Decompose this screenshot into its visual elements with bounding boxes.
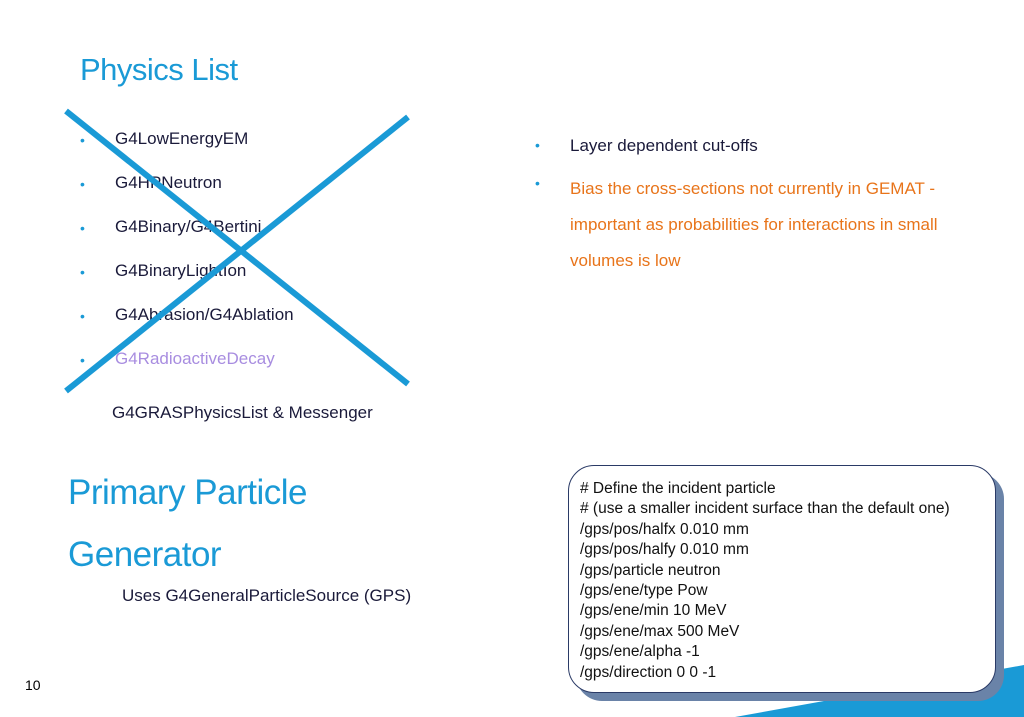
bullet-icon: • (80, 308, 85, 324)
bullet-icon: • (80, 176, 85, 192)
list-item-label: G4Abrasion/G4Ablation (115, 305, 294, 324)
list-item-label: Layer dependent cut-offs (570, 136, 758, 155)
physics-list-title: Physics List (80, 52, 238, 87)
code-line: /gps/pos/halfx 0.010 mm (580, 520, 749, 538)
list-item-label: Bias the cross-sections not currently in GEMAT - important as probabilities for interactions in small volumes is low (570, 179, 938, 270)
code-line: /gps/pos/halfy 0.010 mm (580, 541, 749, 559)
list-item-label: G4RadioactiveDecay (115, 349, 275, 368)
list-item-label: G4Binary/G4Bertini (115, 217, 262, 236)
code-line: /gps/ene/max 500 MeV (580, 622, 740, 640)
page-number: 10 (25, 677, 41, 693)
bullet-icon: • (535, 175, 540, 191)
list-item-label: G4BinaryLightIon (115, 261, 247, 280)
bullet-icon: • (80, 352, 85, 368)
list-item-label: G4HPNeutron (115, 173, 222, 192)
code-line: # Define the incident particle (580, 480, 776, 497)
code-line: /gps/direction 0 0 -1 (580, 663, 717, 681)
physics-note: G4GRASPhysicsList & Messenger (112, 403, 373, 422)
code-line: /gps/ene/min 10 MeV (580, 602, 727, 620)
bullet-icon: • (80, 220, 85, 236)
bullet-icon: • (80, 264, 85, 280)
primary-particle-generator-title: Primary Particle Generator (68, 473, 307, 574)
generator-note: Uses G4GeneralParticleSource (GPS) (122, 586, 412, 605)
bullet-icon: • (80, 132, 85, 148)
code-line: # (use a smaller incident surface than the default one) (580, 500, 950, 518)
bullet-icon: • (535, 137, 540, 153)
code-line: /gps/particle neutron (580, 561, 721, 579)
code-line: /gps/ene/type Pow (580, 582, 708, 600)
list-item-label: G4LowEnergyEM (115, 129, 249, 148)
code-line: /gps/ene/alpha -1 (580, 643, 700, 661)
code-lines (580, 479, 950, 683)
